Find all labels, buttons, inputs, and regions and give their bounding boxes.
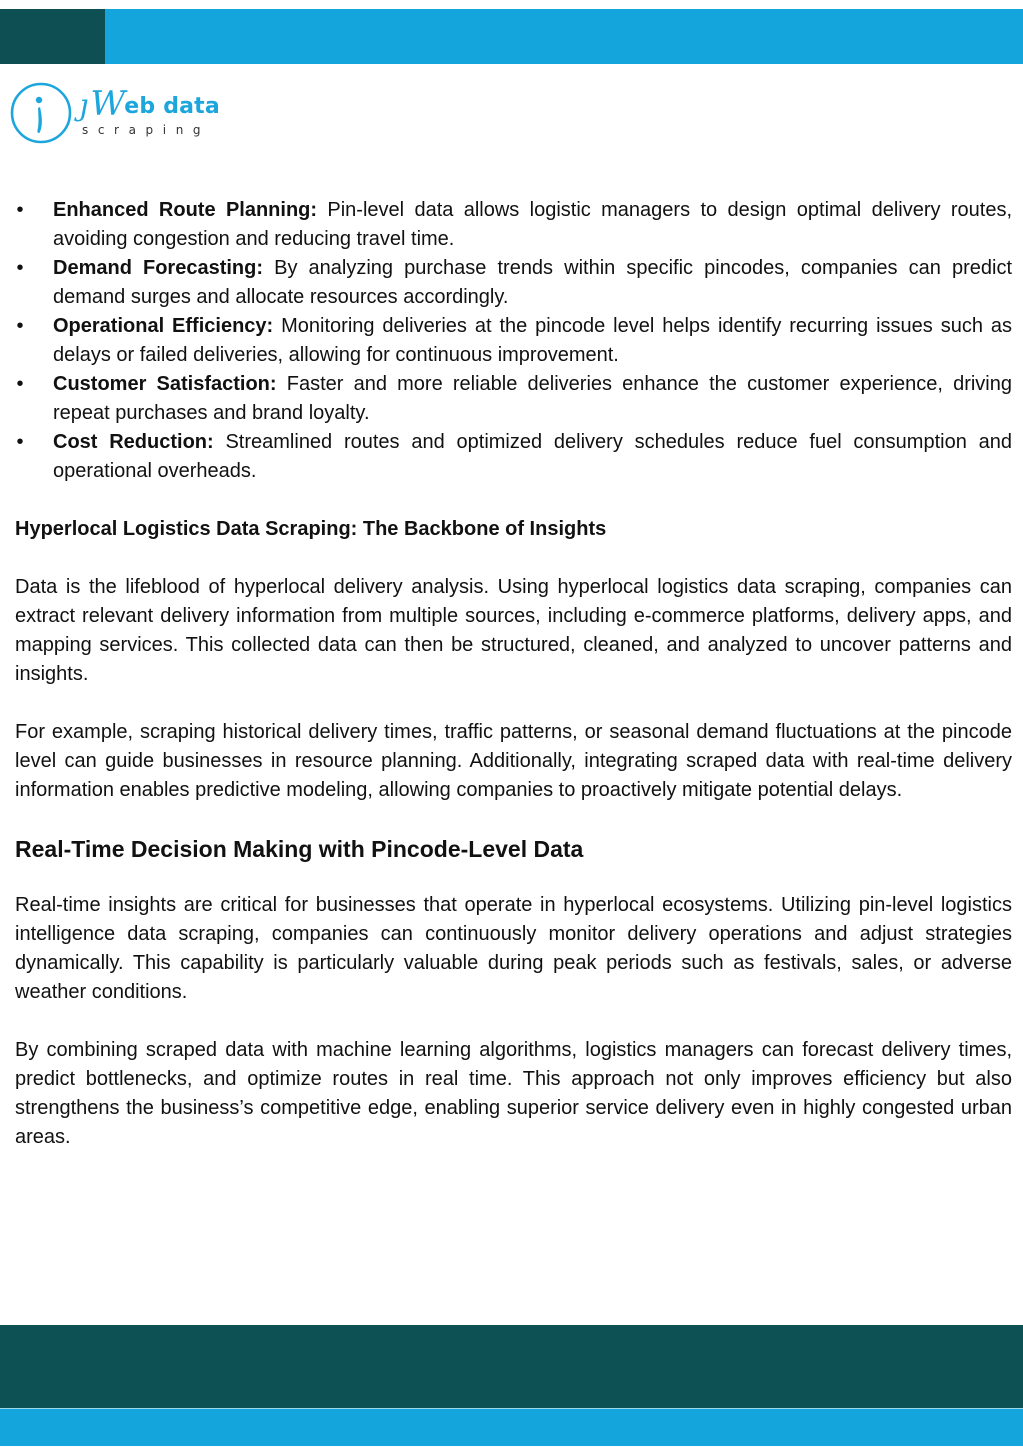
header-light-block	[105, 9, 1023, 64]
logo-web-data: eb data	[124, 94, 220, 119]
circle-j-logo-icon	[9, 80, 73, 144]
list-item-label: Enhanced Route Planning:	[53, 199, 318, 221]
header-dark-block	[0, 9, 105, 64]
document-body	[15, 196, 1012, 1152]
list-item-label: Customer Satisfaction:	[53, 373, 277, 395]
list-item-text: Faster and more reliable deliveries enhance the customer experience, driving repeat purchases and brand loyalty.	[53, 373, 1012, 424]
paragraph: Data is the lifeblood of hyperlocal delivery analysis. Using hyperlocal logistics data scraping, companies can extract relevant delivery information from multiple sources, including e-commerce platforms, delivery apps, and mapping services. This collected data can then be structured, cleaned, and analyzed to uncover patterns and insights.	[15, 576, 1012, 685]
bullet-icon: •	[16, 199, 24, 221]
bullet-icon: •	[16, 373, 24, 395]
footer-dark-band	[0, 1325, 1023, 1408]
logo-w: W	[90, 84, 126, 124]
section-heading-hyperlocal-scraping: Hyperlocal Logistics Data Scraping: The Backbone of Insights	[15, 518, 607, 540]
benefits-list	[15, 196, 1012, 486]
list-item	[15, 428, 1012, 486]
logo-title	[79, 84, 220, 124]
list-item-label: Cost Reduction:	[53, 431, 214, 453]
paragraph: Real-time insights are critical for businesses that operate in hyperlocal ecosystems. Utilizing pin-level logistics intelligence data scraping, companies can continuously monitor delivery operations and adjust strategies dynamically. This capability is particularly valuable during peak periods such as festivals, sales, or adverse weather conditions.	[15, 894, 1012, 1003]
bullet-icon: •	[16, 315, 24, 337]
bullet-icon: •	[16, 431, 24, 453]
list-item-label: Demand Forecasting:	[53, 257, 264, 279]
footer-light-band	[0, 1409, 1023, 1446]
paragraph: By combining scraped data with machine learning algorithms, logistics managers can forecast delivery times, predict bottlenecks, and optimize routes in real time. This approach not only improves efficiency but also strengthens the business’s competitive edge, enabling superior service delivery even in highly congested urban areas.	[15, 1039, 1012, 1148]
logo-wordmark	[79, 84, 220, 137]
logo-i: ȷ	[79, 88, 89, 123]
list-item-label: Operational Efficiency:	[53, 315, 274, 337]
list-item	[15, 254, 1012, 312]
list-item-text: Pin-level data allows logistic managers to design optimal delivery routes, avoiding congestion and reducing travel time.	[53, 199, 1012, 250]
section-heading-real-time: Real-Time Decision Making with Pincode-Level Data	[15, 836, 584, 862]
paragraph: For example, scraping historical delivery times, traffic patterns, or seasonal demand fluctuations at the pincode level can guide businesses in resource planning. Additionally, integrating scraped data with real-time delivery information enables predictive modeling, allowing companies to proactively mitigate potential delays.	[15, 721, 1012, 801]
bullet-icon: •	[16, 257, 24, 279]
company-logo	[9, 79, 224, 145]
list-item	[15, 312, 1012, 370]
header-band	[0, 9, 1023, 64]
list-item-text: Streamlined routes and optimized delivery schedules reduce fuel consumption and operational overheads.	[53, 431, 1012, 482]
list-item-text: Monitoring deliveries at the pincode level helps identify recurring issues such as delays or failed deliveries, allowing for continuous improvement.	[53, 315, 1012, 366]
list-item	[15, 196, 1012, 254]
list-item	[15, 370, 1012, 428]
logo-subtitle: scraping	[82, 123, 211, 137]
list-item-text: By analyzing purchase trends within specific pincodes, companies can predict demand surges and allocate resources accordingly.	[53, 257, 1013, 308]
